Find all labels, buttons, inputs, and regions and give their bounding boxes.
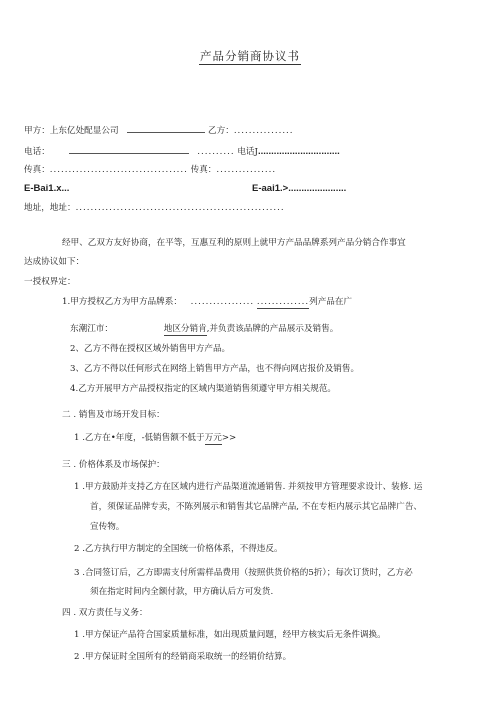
fax-line: 传真：..................................... 传真：................ xyxy=(24,165,277,175)
address-line: 地址，地址：........................................................ xyxy=(24,203,285,213)
section-3-heading: 三 . 价格体系及市场保护： xyxy=(62,460,165,470)
section-3-item-1: 1 .甲方鼓励并支持乙方在区域内进行产品渠道流通销售. 并须按甲方管理要求设计、装修. 运 xyxy=(74,482,423,492)
section-3-item-3: 3 .合同签订后，乙方即需支付所需样品费用（按照供货价格的5折）；每次订货时，乙方必 xyxy=(74,568,413,578)
section-4-item-1: 1 .甲方保证产品符合国家质量标准，如出现质量问题，经甲方核实后无条件调换。 xyxy=(74,630,386,640)
section-4-heading: 四 . 双方责任与义务： xyxy=(62,608,148,618)
intro-line-2: 达成协议如下： xyxy=(24,257,85,267)
section-4-item-2: 2 .甲方保证时全国所有的经销商采取统一的经销价结算。 xyxy=(74,652,292,662)
email-a: E-Bai1.x... xyxy=(24,183,70,194)
section-1-item-1: 1.甲方授权乙方为甲方品牌系： ................. ..............列产品在广 xyxy=(62,297,353,307)
party-a-line: 甲方：上东亿处配显公司 乙方：................ xyxy=(24,126,294,136)
phone-line: 电话： .......... 电话J............................... xyxy=(24,146,340,157)
intro-line-1: 经甲、乙双方友好协商，在平等，互惠互利的原则上就甲方产品品牌系列产品分销合作事宜 xyxy=(62,238,406,248)
section-2-item-1: 1 .乙方在•年度，-低销售额不低于万元>> xyxy=(74,433,237,443)
section-2-heading: 二 . 销售及市场开发目标： xyxy=(62,410,165,420)
email-b: E-aai1.>...................... xyxy=(252,183,347,194)
section-1-heading: 一授权界定： xyxy=(24,277,76,287)
document-title: 产品分销商协议书 xyxy=(200,49,300,63)
section-1-item-4: 4.乙方开展甲方产品授权指定的区域内渠道销售须遵守甲方相关规范。 xyxy=(70,384,337,394)
section-3-item-3-cont: 须在指定时间内全额付款，甲方确认后方可发货. xyxy=(90,587,274,597)
phone-blank xyxy=(69,145,189,154)
section-3-item-1-cont-2: 宣传物。 xyxy=(90,522,125,532)
section-3-item-2: 2 .乙方执行甲方制定的全国统一价格体系，不得违反。 xyxy=(74,544,283,554)
section-3-item-1-cont-1: 首，须保证品牌专卖，不陈列展示和销售其它品牌产品, 不在专柜内展示其它品牌广告、 xyxy=(90,502,423,512)
section-1-item-1-cont: 东潮江市： 地区分销肯,并负责该品牌的产品展示及销售。 xyxy=(70,324,339,334)
party-a-blank xyxy=(127,124,205,133)
section-1-item-2: 2、乙方不得在授权区域外销售甲方产品。 xyxy=(70,344,231,354)
section-1-item-3: 3、乙方不得以任何形式在网络上销售甲方产品，也不得向网店报价及销售。 xyxy=(70,364,360,374)
